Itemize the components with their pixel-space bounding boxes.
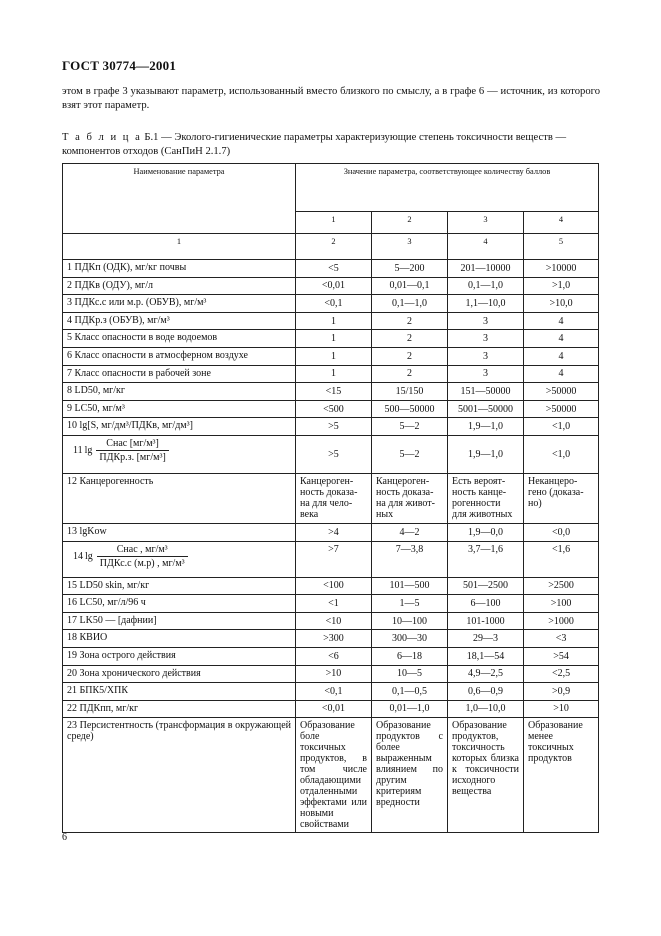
parameter-value: 2 (372, 330, 448, 348)
parameter-value: <5 (296, 260, 372, 278)
column-number-row (63, 234, 599, 260)
table-row (63, 277, 599, 295)
parameter-value: 0,6—0,9 (448, 683, 524, 701)
column-number: 1 (63, 234, 296, 260)
log-symbol: lg (85, 550, 93, 562)
parameter-value: 300—30 (372, 630, 448, 648)
parameter-value: <0,0 (524, 523, 599, 541)
parameter-value: 3 (448, 365, 524, 383)
table-row (63, 418, 599, 436)
parameter-value: >54 (524, 647, 599, 665)
parameter-value: 0,01—1,0 (372, 700, 448, 718)
parameter-value: 3 (448, 347, 524, 365)
table-row (63, 577, 599, 595)
parameter-name: 15 LD50 skin, мг/кг (63, 577, 296, 595)
table-row (63, 347, 599, 365)
parameter-name: 23 Персистентность (трансформация в окружающей среде) (63, 718, 296, 833)
parameter-value: 1,9—0,0 (448, 523, 524, 541)
parameter-name: 16 LC50, мг/л/96 ч (63, 595, 296, 613)
parameter-value: 10—5 (372, 665, 448, 683)
fraction (96, 438, 168, 463)
parameter-value: 2 (372, 312, 448, 330)
table-row (63, 718, 599, 833)
parameter-value: 10—100 (372, 612, 448, 630)
parameter-value: 1 (296, 312, 372, 330)
parameter-value: 101-1000 (448, 612, 524, 630)
parameter-value: 15/150 (372, 383, 448, 401)
parameter-name: 1 ПДКп (ОДК), мг/кг почвы (63, 260, 296, 278)
table-row (63, 330, 599, 348)
parameter-value: <10 (296, 612, 372, 630)
fraction-numerator: Cнас [мг/м³] (96, 438, 168, 451)
parameter-value: 3 (448, 312, 524, 330)
parameter-value: <0,1 (296, 295, 372, 313)
column-number: 5 (524, 234, 599, 260)
parameter-value: 101—500 (372, 577, 448, 595)
parameter-value: 3 (448, 330, 524, 348)
column-number: 2 (296, 234, 372, 260)
table-caption-text: Б.1 — Эколого-гигиенические параметры характеризующие степень токсичности веществ — компонентов отходов (СанПиН 2.1.7) (62, 132, 567, 157)
toxicity-parameters-table (62, 163, 599, 833)
parameter-value: >1000 (524, 612, 599, 630)
parameter-value: <15 (296, 383, 372, 401)
name-column-header: Наименование параметра (63, 164, 296, 234)
parameter-value: 4 (524, 330, 599, 348)
fraction (97, 544, 188, 569)
parameter-name: 18 КВИО (63, 630, 296, 648)
page-number: 6 (62, 832, 67, 843)
parameter-name: 8 LD50, мг/кг (63, 383, 296, 401)
parameter-value: >50000 (524, 400, 599, 418)
parameter-value: 1 (296, 347, 372, 365)
table-row (63, 541, 599, 577)
column-number: 4 (448, 234, 524, 260)
table-row (63, 312, 599, 330)
parameter-value: 7—3,8 (372, 541, 448, 577)
parameter-value: 4 (524, 365, 599, 383)
table-row (63, 523, 599, 541)
parameter-value: 0,1—0,5 (372, 683, 448, 701)
parameter-name: 12 Канцерогенность (63, 473, 296, 523)
parameter-value: 4,9—2,5 (448, 665, 524, 683)
table-row (63, 295, 599, 313)
parameter-value: 1,9—1,0 (448, 418, 524, 436)
parameter-name: 13 lgKow (63, 523, 296, 541)
parameter-value: >100 (524, 595, 599, 613)
table-row (63, 683, 599, 701)
table-row (63, 700, 599, 718)
parameter-value: 0,1—1,0 (372, 295, 448, 313)
parameter-value: 6—100 (448, 595, 524, 613)
parameter-value: <1 (296, 595, 372, 613)
parameter-value: >5 (296, 435, 372, 473)
score-header: 1 (296, 212, 372, 234)
parameter-value: 1 (296, 330, 372, 348)
parameter-value: 201—10000 (448, 260, 524, 278)
parameter-value: 1—5 (372, 595, 448, 613)
parameter-value: <3 (524, 630, 599, 648)
parameter-name: 3 ПДКс.с или м.р. (ОБУВ), мг/м³ (63, 295, 296, 313)
parameter-name: 6 Класс опасности в атмосферном воздухе (63, 347, 296, 365)
parameter-value: 4 (524, 347, 599, 365)
parameter-value: >4 (296, 523, 372, 541)
parameter-value: 18,1—54 (448, 647, 524, 665)
parameter-name: 10 lg[S, мг/дм³/ПДКв, мг/дм³] (63, 418, 296, 436)
parameter-value: 4—2 (372, 523, 448, 541)
parameter-name: 19 Зона острого действия (63, 647, 296, 665)
score-header: 2 (372, 212, 448, 234)
parameter-value: 1,9—1,0 (448, 435, 524, 473)
parameter-value: Есть вероят- ность канце- рогенности для животных (448, 473, 524, 523)
parameter-value: <500 (296, 400, 372, 418)
parameter-name: 17 LK50 — [дафнии] (63, 612, 296, 630)
table-row (63, 383, 599, 401)
parameter-formula (63, 541, 296, 577)
parameter-value: Образование боле токсичных продуктов, в том числе обладающими отдаленными эффектами или новыми свойствами (296, 718, 372, 833)
parameter-value: Канцероген- ность доказа- на для живот- ных (372, 473, 448, 523)
parameter-value: Образование продуктов с более выраженным влиянием по другим критериям вредности (372, 718, 448, 833)
parameter-value: <100 (296, 577, 372, 595)
table-row (63, 400, 599, 418)
parameter-value: <0,01 (296, 700, 372, 718)
parameter-value: <0,01 (296, 277, 372, 295)
parameter-value: <1,6 (524, 541, 599, 577)
parameter-value: 1,1—10,0 (448, 295, 524, 313)
row-number: 14 (73, 550, 83, 562)
parameter-value: 5—2 (372, 418, 448, 436)
parameter-value: >10 (296, 665, 372, 683)
parameter-value: Канцероген- ность доказа- на для чело- века (296, 473, 372, 523)
parameter-value: >10 (524, 700, 599, 718)
table-row (63, 630, 599, 648)
log-symbol: lg (84, 444, 93, 456)
parameter-value: <1,0 (524, 435, 599, 473)
parameter-name: 2 ПДКв (ОДУ), мг/л (63, 277, 296, 295)
parameter-name: 5 Класс опасности в воде водоемов (63, 330, 296, 348)
parameter-value: 5—200 (372, 260, 448, 278)
table-row (63, 435, 599, 473)
table-row (63, 473, 599, 523)
table-row (63, 665, 599, 683)
parameter-formula (63, 435, 296, 473)
parameter-name: 21 БПК5/ХПК (63, 683, 296, 701)
fraction-numerator: Cнас , мг/м³ (97, 544, 188, 557)
parameter-value: >2500 (524, 577, 599, 595)
parameter-name: 20 Зона хронического действия (63, 665, 296, 683)
row-number: 11 (73, 444, 83, 456)
score-header: 4 (524, 212, 599, 234)
parameter-name: 9 LC50, мг/м³ (63, 400, 296, 418)
parameter-value: >10000 (524, 260, 599, 278)
table-caption (62, 131, 600, 159)
parameter-value: 5—2 (372, 435, 448, 473)
column-number: 3 (372, 234, 448, 260)
parameter-value: 2 (372, 365, 448, 383)
parameter-value: 0,01—0,1 (372, 277, 448, 295)
parameter-name: 7 Класс опасности в рабочей зоне (63, 365, 296, 383)
parameter-value: Образование продуктов, токсичность которых близка к токсичности исходного вещества (448, 718, 524, 833)
parameter-value: 500—50000 (372, 400, 448, 418)
table-row (63, 612, 599, 630)
parameter-value: Образование менее токсичных продуктов (524, 718, 599, 833)
parameter-name: 22 ПДКпп, мг/кг (63, 700, 296, 718)
parameter-value: 6—18 (372, 647, 448, 665)
parameter-value: <0,1 (296, 683, 372, 701)
document-header: ГОСТ 30774—2001 (62, 58, 177, 73)
parameter-value: 5001—50000 (448, 400, 524, 418)
parameter-value: >50000 (524, 383, 599, 401)
parameter-value: <6 (296, 647, 372, 665)
table-row (63, 260, 599, 278)
table-row (63, 365, 599, 383)
parameter-value: >7 (296, 541, 372, 577)
parameter-value: 2 (372, 347, 448, 365)
intro-paragraph: этом в графе 3 указывают параметр, использованный вместо близкого по смыслу, а в графе 6 — источник, из которого взят этот параметр. (62, 86, 600, 111)
parameter-value: >5 (296, 418, 372, 436)
parameter-value: >10,0 (524, 295, 599, 313)
parameter-value: 501—2500 (448, 577, 524, 595)
fraction-denominator: ПДКр.з. [мг/м³] (99, 451, 166, 463)
parameter-value: 1,0—10,0 (448, 700, 524, 718)
score-header: 3 (448, 212, 524, 234)
table-row (63, 647, 599, 665)
parameter-value: 29—3 (448, 630, 524, 648)
parameter-value: 1 (296, 365, 372, 383)
table-caption-prefix: Т а б л и ц а (62, 132, 142, 143)
fraction-denominator: ПДКс.с (м.р) , мг/м³ (99, 557, 185, 569)
parameter-value: 151—50000 (448, 383, 524, 401)
parameter-value: 0,1—1,0 (448, 277, 524, 295)
parameter-value: 4 (524, 312, 599, 330)
parameter-value: >1,0 (524, 277, 599, 295)
values-column-header: Значение параметра, соответствующее количеству баллов (296, 164, 599, 212)
parameter-value: Неканцеро- гено (доказа- но) (524, 473, 599, 523)
header-row (63, 164, 599, 212)
parameter-value: >0,9 (524, 683, 599, 701)
parameter-value: <1,0 (524, 418, 599, 436)
parameter-value: <2,5 (524, 665, 599, 683)
parameter-value: >300 (296, 630, 372, 648)
table-row (63, 595, 599, 613)
parameter-value: 3,7—1,6 (448, 541, 524, 577)
parameter-name: 4 ПДКр.з (ОБУВ), мг/м³ (63, 312, 296, 330)
